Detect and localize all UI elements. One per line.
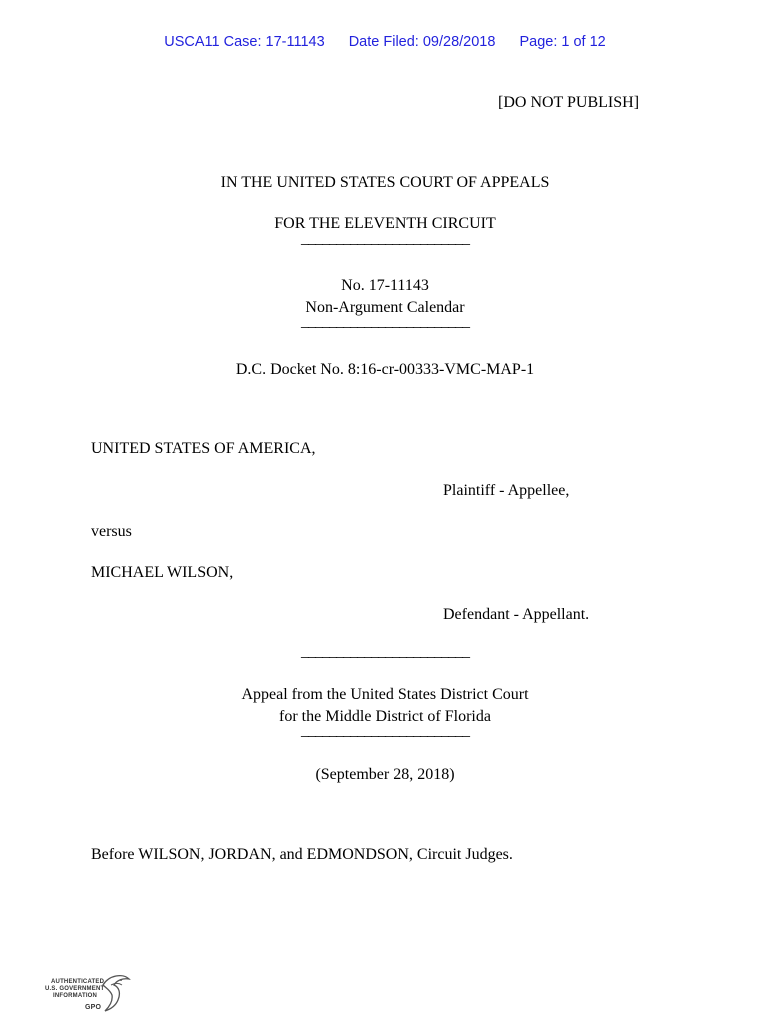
separator-rule: ________________________: [301, 722, 469, 739]
calendar-type: Non-Argument Calendar: [305, 299, 465, 316]
defendant-role: Defendant - Appellant.: [443, 606, 590, 623]
versus-label: versus: [91, 523, 132, 540]
plaintiff-role: Plaintiff - Appellee,: [443, 482, 570, 499]
circuit-name: FOR THE ELEVENTH CIRCUIT: [274, 215, 496, 232]
separator-rule: ________________________: [301, 643, 469, 660]
separator-rule: ________________________: [301, 230, 469, 247]
decision-date: (September 28, 2018): [315, 766, 455, 783]
publish-note: [DO NOT PUBLISH]: [498, 94, 640, 111]
page-count-stamp: Page: 1 of 12: [519, 34, 606, 50]
logo-text: GPO: [85, 1004, 102, 1011]
case-number-stamp: USCA11 Case: 17-11143: [164, 34, 325, 50]
logo-text: AUTHENTICATED: [51, 979, 105, 985]
judges-panel: Before WILSON, JORDAN, and EDMONDSON, Circuit Judges.: [91, 846, 513, 863]
plaintiff-name: UNITED STATES OF AMERICA,: [91, 440, 316, 457]
logo-text: U.S. GOVERNMENT: [45, 986, 105, 992]
eagle-icon: [97, 973, 131, 1013]
gpo-authentication-logo: [45, 975, 130, 1015]
court-name: IN THE UNITED STATES COURT OF APPEALS: [220, 174, 550, 191]
docket-number: D.C. Docket No. 8:16-cr-00333-VMC-MAP-1: [235, 361, 535, 378]
logo-text: INFORMATION: [53, 993, 98, 999]
appeal-origin: Appeal from the United States District Court: [241, 686, 529, 703]
case-number: No. 17-11143: [341, 277, 429, 294]
defendant-name: MICHAEL WILSON,: [91, 564, 234, 581]
separator-rule: ________________________: [301, 313, 469, 330]
filing-header: [0, 34, 770, 50]
date-filed-stamp: Date Filed: 09/28/2018: [348, 34, 496, 50]
appeal-district: for the Middle District of Florida: [279, 708, 491, 725]
